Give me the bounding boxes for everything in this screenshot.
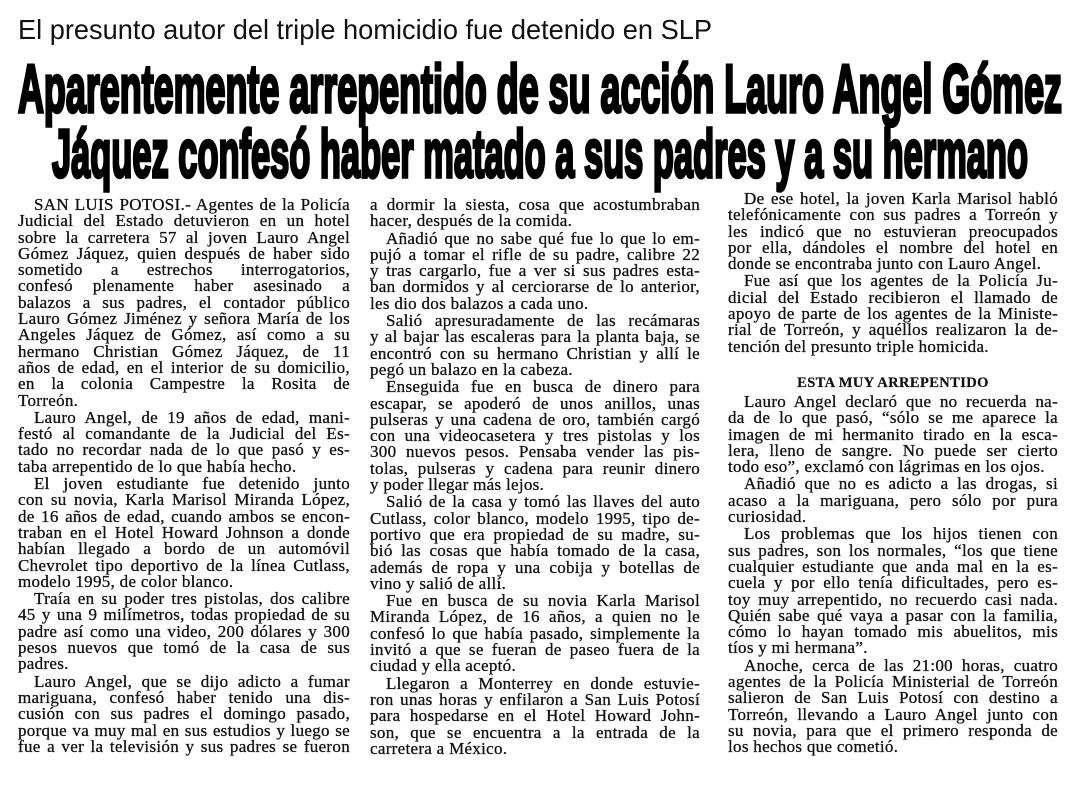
text-line: con una videocasetera y tres pistolas y los: [370, 426, 700, 446]
text-line: porque va muy mal en sus estudios y luego se: [18, 720, 350, 740]
paragraph: [728, 273, 1058, 354]
paragraph: [370, 313, 700, 378]
text-line: pesos nuevos que tomó de la casa de sus: [18, 638, 350, 658]
text-line: Los problemas que los hijos tienen con: [744, 524, 1058, 544]
text-line: les dio dos balazos a cada uno.: [370, 293, 589, 313]
text-line: rial de Torreón, y aquéllos realizaron la de-: [728, 320, 1058, 340]
paragraph: [370, 494, 700, 592]
text-line: Traía en su poder tres pistolas, dos calibre: [34, 589, 350, 609]
paragraph: [370, 593, 700, 674]
text-line: Añadió que no es adicto a las drogas, si: [744, 474, 1058, 494]
text-line: Anoche, cerca de las 21:00 horas, cuatro: [744, 655, 1058, 675]
text-line: sometido a estrechos interrogatorios,: [18, 260, 350, 280]
text-line: sobre la carretera 57 al joven Lauro Angel: [18, 227, 350, 247]
text-line: portivo que era propiedad de su madre, su-: [370, 524, 700, 544]
paragraph: [370, 228, 700, 313]
text-line: ron unas horas y enfilaron a San Luis Potosí: [370, 689, 700, 709]
text-line: festó al comandante de la Judicial del Es-: [18, 424, 350, 444]
text-line: tíos y mi hermana”.: [728, 638, 868, 658]
text-line: cualquier estudiante que anda mal en la es-: [728, 556, 1058, 576]
text-line: 300 nuevos pesos. Pensaba vender las pis-: [370, 442, 700, 462]
text-line: Angeles Jáquez de Gómez, así como a su: [18, 325, 350, 345]
text-line: en la colonia Campestre la Rosita de: [18, 374, 350, 394]
text-line: escapar, se apoderó de unos anillos, unas: [370, 393, 700, 413]
text-line: agentes de la Policía Ministerial de Torreón: [728, 672, 1058, 692]
text-line: todo eso”, exclamó con lágrimas en los ojos.: [728, 457, 1045, 477]
text-line: taba arrepentido de lo que había hecho.: [18, 456, 297, 476]
text-line: Fue así que los agentes de la Policía Ju-: [744, 271, 1058, 291]
text-line: Llegaron a Monterrey en donde estuvie-: [386, 673, 700, 693]
text-line: y poder llegar más lejos.: [370, 475, 545, 495]
text-line: pegó un balazo en la cabeza.: [370, 359, 573, 379]
text-line: tención del presunto triple homicida.: [728, 336, 989, 356]
text-line: Torreón.: [18, 390, 79, 410]
text-line: por ella, dándoles el nombre del hotel en: [728, 237, 1058, 257]
text-line: con su novia, Karla Marisol Miranda López,: [18, 490, 350, 510]
text-line: habían llegado a bordo de un automóvil: [18, 539, 350, 559]
text-line: hacer, después de la comida.: [370, 211, 573, 231]
paragraph: [728, 191, 1058, 272]
article-column-2: [370, 197, 700, 757]
headline-text: Jáquez confesó haber matado a sus padres y a su hermano: [52, 116, 1028, 192]
text-line: da de lo que pasó, “sólo se me aparece la: [728, 408, 1058, 428]
paragraph: [370, 379, 700, 493]
paragraph: [18, 591, 350, 672]
text-line: confesó lo que había pasado, simplemente la: [370, 623, 700, 643]
text-line: lera, lleno de sangre. No puede ser cierto: [728, 440, 1058, 460]
text-line: imagen de mi hermanito tirado en la esca-: [728, 424, 1058, 444]
paragraph: [728, 391, 1058, 477]
text-line: pujó a tomar el rifle de su padre, calibre 22: [370, 244, 700, 264]
paragraph: [728, 655, 1058, 757]
text-line: fue a ver la televisión y sus padres se fueron: [18, 736, 350, 756]
text-line: vino y salió de allí.: [370, 573, 507, 593]
text-line: cusión con sus padres el domingo pasado,: [18, 704, 350, 724]
text-line: Lauro Angel, que se dijo adicto a fumar: [34, 671, 350, 691]
text-line: SAN LUIS POTOSI.- Agentes de la Policía: [34, 195, 350, 214]
text-line: Añadió que no sabe qué fue lo que lo em-: [386, 228, 700, 248]
kicker-text: El presunto autor del triple homicidio fue detenido en SLP: [18, 14, 712, 45]
paragraph: [728, 476, 1058, 525]
text-line: Cutlass, color blanco, modelo 1995, tipo de-: [370, 508, 700, 528]
text-line: Salió de la casa y tomó las llaves del auto: [386, 492, 700, 512]
subheading: ESTA MUY ARREPENTIDO: [797, 374, 989, 391]
text-line: su novia, para que el primero responda de: [728, 720, 1058, 740]
text-line: dicial del Estado recibieron el llamado de: [728, 287, 1058, 307]
text-line: Chevrolet tipo deportivo de la línea Cutlass,: [18, 555, 350, 575]
text-line: les indicó que no estuvieran preocupados: [728, 221, 1058, 241]
text-line: ban dormidos y al cerciorarse de lo anterior,: [370, 277, 700, 297]
text-line: acaso a la mariguana, pero sólo por pura: [728, 490, 1058, 510]
text-line: Quién sabe qué vaya a pasar con la familia,: [728, 605, 1058, 625]
text-line: toy muy arrepentido, no recuerdo casi nada.: [728, 589, 1058, 609]
text-line: a dormir la siesta, cosa que acostumbraban: [370, 195, 700, 214]
paragraph: [370, 197, 700, 230]
text-line: El joven estudiante fue detenido junto: [34, 474, 350, 494]
text-line: Gómez Jáquez, quien después de haber sido: [18, 243, 350, 263]
text-line: y al bajar las escaleras para la planta baja, se: [370, 327, 700, 347]
text-line: invitó a que se fueran de paseo fuera de la: [370, 640, 700, 660]
text-line: traban en el Hotel Howard Johnson a donde: [18, 522, 350, 542]
paragraph: [18, 197, 350, 409]
text-line: curiosidad.: [728, 507, 807, 527]
text-line: Fue en busca de su novia Karla Marisol: [386, 591, 700, 611]
text-line: cómo lo hayan tomado mis abuelitos, mis: [728, 622, 1058, 642]
text-line: hermano Christian Gómez Jáquez, de 11: [18, 341, 350, 361]
text-line: y tras cargarlo, fue a ver si sus padres esta-: [370, 261, 700, 281]
text-line: para hospedarse en el Hotel Howard John-: [370, 706, 700, 726]
text-line: pulseras y una cadena de oro, también cargó: [370, 409, 700, 429]
text-line: son, que se encuentra a la entrada de la: [370, 722, 700, 742]
article-column-1: [18, 197, 350, 755]
text-line: Miranda López, de 16 años, a quien no le: [370, 607, 700, 627]
text-line: De ese hotel, la joven Karla Marisol habló: [744, 189, 1058, 208]
text-line: sus padres, son los normales, “los que tiene: [728, 540, 1058, 560]
text-line: padre así como una video, 200 dólares y 300: [18, 621, 350, 641]
text-line: años de edad, en el interior de su domicilio,: [18, 357, 350, 377]
paragraph: [370, 673, 700, 758]
text-line: Lauro Gómez Jiménez y señora María de los: [18, 309, 350, 329]
text-line: telefónicamente con sus padres a Torreón y: [728, 205, 1058, 225]
text-line: ciudad y ella aceptó.: [370, 656, 517, 676]
text-line: padres.: [18, 654, 69, 674]
paragraph: [728, 526, 1058, 656]
text-line: Enseguida fue en busca de dinero para: [386, 377, 700, 397]
text-line: confesó plenamente haber asesinado a: [18, 276, 350, 296]
text-line: de 16 años de edad, cuando ambos se encon-: [18, 506, 350, 526]
text-line: Lauro Angel declaró que no recuerda na-: [744, 391, 1058, 411]
text-line: modelo 1995, de color blanco.: [18, 571, 234, 591]
paragraph: [18, 407, 350, 476]
headline-line-1: [18, 51, 1062, 127]
kicker-headline: [18, 13, 712, 47]
text-line: además de ropa y una cobija y botellas de: [370, 557, 700, 577]
headline-line-2: [52, 116, 1028, 192]
text-line: Torreón, llevando a Lauro Angel junto con: [728, 704, 1058, 724]
text-line: mariguana, confesó haber tenido una dis-: [18, 687, 350, 707]
article-column-3: [728, 191, 1058, 756]
text-line: Salió apresuradamente de las recámaras: [386, 311, 700, 331]
text-line: encontró con su hermano Christian y allí le: [370, 343, 700, 363]
text-line: apoyo de parte de los agentes de la Ministe-: [728, 304, 1058, 324]
text-line: los hechos que cometió.: [728, 737, 899, 757]
text-line: balazos a sus padres, el contador público: [18, 292, 350, 312]
text-line: Judicial del Estado detuvieron en un hotel: [18, 211, 350, 231]
text-line: carretera a México.: [370, 738, 508, 758]
paragraph: [18, 476, 350, 590]
text-line: tolas, pulseras y cadena para reunir dinero: [370, 458, 700, 478]
text-line: cuela y por ello tenía dificultades, pero es-: [728, 573, 1058, 593]
text-line: donde se encontraba junto con Lauro Angel.: [728, 254, 1042, 274]
text-line: salieron de San Luis Potosí con destino a: [728, 688, 1058, 708]
text-line: tado no recordar nada de lo que pasó y es-: [18, 440, 350, 460]
headline-text: Aparentemente arrepentido de su acción Lauro Angel Gómez: [18, 51, 1062, 127]
text-line: bió las cosas que había tomado de la casa,: [370, 541, 700, 561]
text-line: 45 y una 9 milímetros, todas propiedad de su: [18, 605, 350, 625]
text-line: Lauro Angel, de 19 años de edad, mani-: [34, 407, 350, 427]
paragraph: [18, 671, 350, 756]
